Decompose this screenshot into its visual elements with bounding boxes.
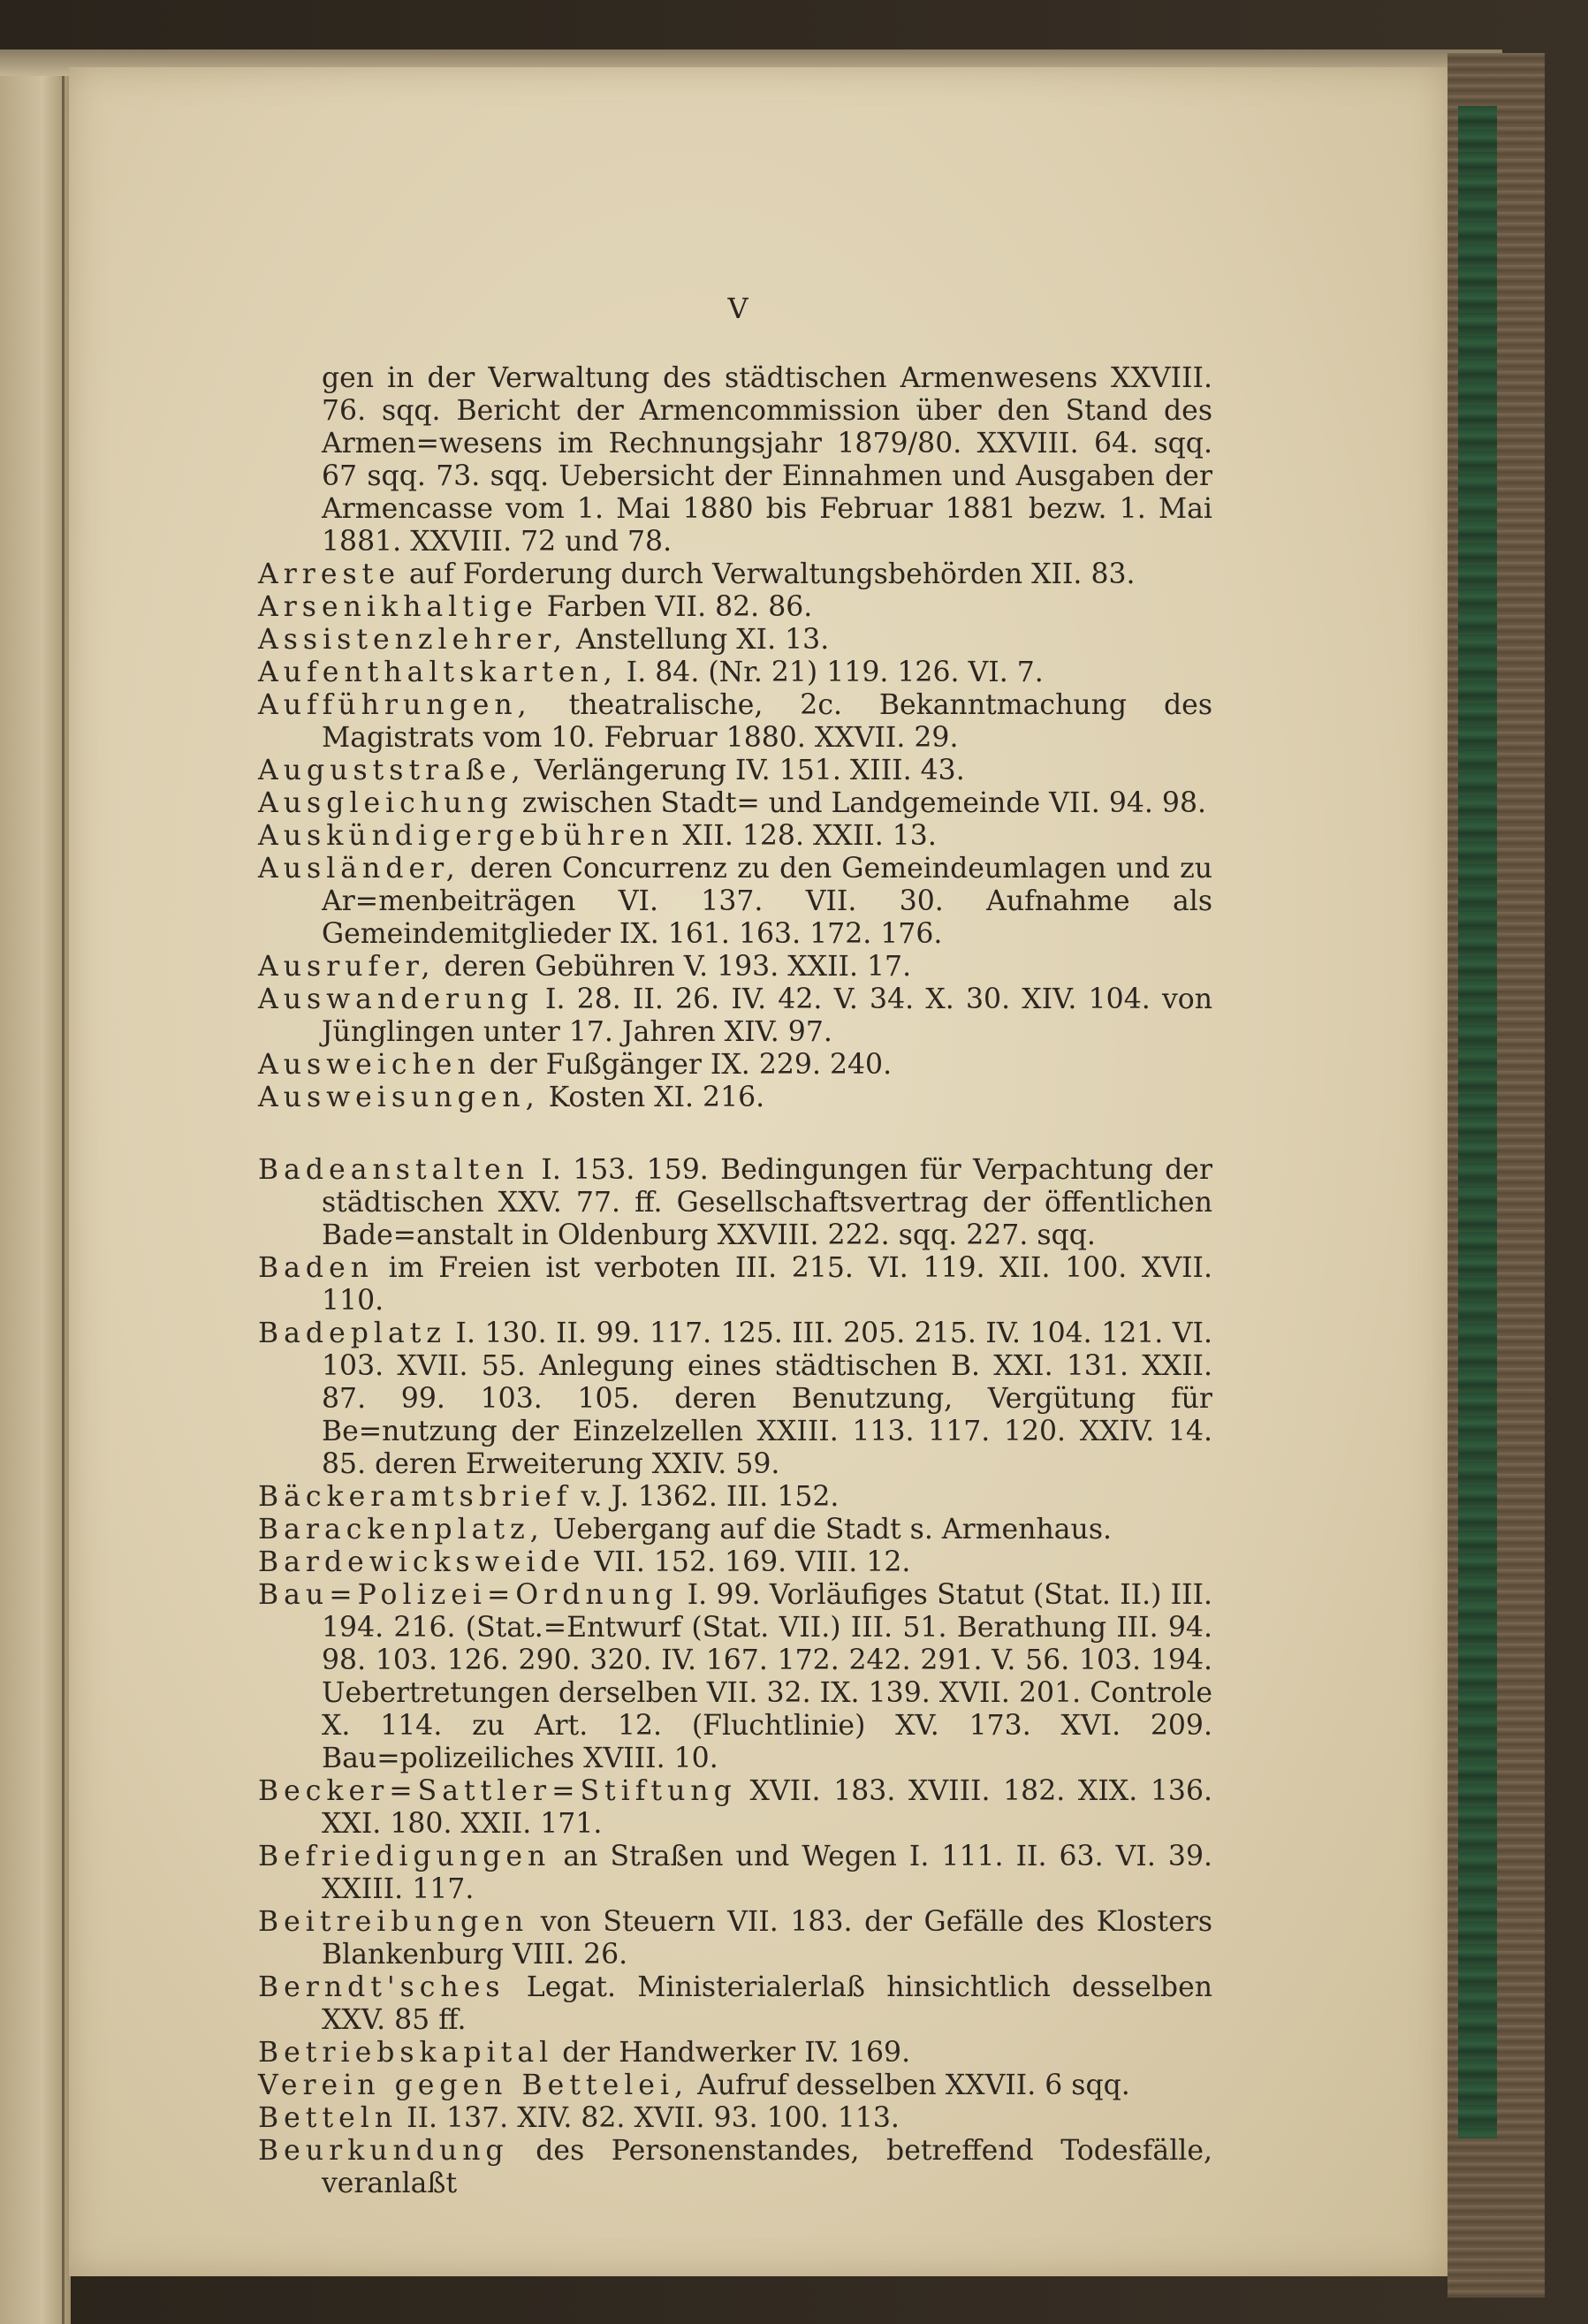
entry-text: XVII. 183. XVIII. 182. XIX. 136. XXI. 180. XXII. 171. bbox=[322, 1775, 1213, 1840]
entry-text: an Straßen und Wegen I. 111. II. 63. VI. 39. XXIII. 117. bbox=[322, 1841, 1212, 1905]
entry-headword: Ausrufer, bbox=[258, 951, 436, 983]
index-entry bbox=[258, 951, 1212, 984]
index-entry bbox=[258, 2135, 1212, 2200]
entry-headword: Becker=Sattler=Stiftung bbox=[258, 1775, 737, 1807]
index-entry bbox=[258, 755, 1212, 787]
entry-text: deren Gebühren V. 193. XXII. 17. bbox=[444, 951, 912, 983]
index-entry bbox=[258, 2070, 1212, 2102]
entry-headword: Bäckeramtsbrief bbox=[258, 1481, 573, 1513]
entry-text: im Freien ist verboten III. 215. VI. 119. XII. 100. XVII. 110. bbox=[322, 1252, 1212, 1317]
entry-headword: Auswanderung bbox=[258, 984, 534, 1015]
entry-headword: Ausländer, bbox=[258, 853, 460, 885]
index-entry bbox=[258, 362, 1212, 558]
index-text bbox=[258, 362, 1212, 2200]
entry-text: Anstellung XI. 13. bbox=[575, 624, 830, 656]
index-entry bbox=[258, 1252, 1212, 1318]
entry-text: der Fußgänger IX. 229. 240. bbox=[489, 1049, 893, 1081]
index-entry bbox=[258, 657, 1212, 689]
index-entry bbox=[258, 1318, 1212, 1481]
entry-headword: Beurkundung bbox=[258, 2135, 509, 2167]
section-gap bbox=[258, 1114, 1212, 1154]
entry-text: von Steuern VII. 183. der Gefälle des Klosters Blankenburg VIII. 26. bbox=[322, 1906, 1212, 1971]
entry-text: Legat. Ministerialerlaß hinsichtlich desselben XXV. 85 ff. bbox=[322, 1971, 1212, 2036]
index-entry bbox=[258, 591, 1212, 624]
entry-headword: Betriebskapital bbox=[258, 2037, 554, 2069]
entry-text: Aufruf desselben XXVII. 6 sqq. bbox=[697, 2070, 1130, 2101]
entry-headword: Bau=Polizei=Ordnung bbox=[258, 1579, 679, 1611]
entry-headword: Aufführungen, bbox=[258, 689, 532, 721]
entry-text: I. 130. II. 99. 117. 125. III. 205. 215. IV. 104. 121. VI. 103. XVII. 55. Anlegung eines städtischen B. XXI. 131. XXII. 87. 99. 103. 105. deren Benutzung, Vergütung für Be=nutzung der Einzelzellen XXIII. 113. 117. 120. XXIV. 14. 85. deren Erweiterung XXIV. 59. bbox=[322, 1318, 1213, 1480]
facing-page-edge bbox=[0, 53, 71, 2324]
page-fold-line bbox=[62, 53, 65, 2324]
entry-headword: Bardewicksweide bbox=[258, 1546, 586, 1578]
index-entry bbox=[258, 1841, 1212, 1906]
entry-headword: Arreste bbox=[258, 558, 400, 590]
entry-text: deren Concurrenz zu den Gemeindeumlagen und zu Ar=menbeiträgen VI. 137. VII. 30. Aufnahme als Gemeindemitglieder IX. 161. 163. 172. 176. bbox=[322, 853, 1213, 950]
entry-text: Farben VII. 82. 86. bbox=[546, 591, 813, 623]
entry-text: des Personenstandes, betreffend Todesfälle, veranlaßt bbox=[322, 2135, 1212, 2199]
page-number: V bbox=[727, 292, 748, 325]
index-entry bbox=[258, 558, 1212, 591]
entry-text: auf Forderung durch Verwaltungsbehörden XII. 83. bbox=[409, 558, 1136, 590]
entry-headword: Assistenzlehrer, bbox=[258, 624, 567, 656]
entry-text: theatralische, 2c. Bekanntmachung des Magistrats vom 10. Februar 1880. XXVII. 29. bbox=[322, 689, 1212, 754]
entry-text: Kosten XI. 216. bbox=[548, 1082, 765, 1113]
entry-text: I. 84. (Nr. 21) 119. 126. VI. 7. bbox=[626, 657, 1044, 688]
index-entry bbox=[258, 1481, 1212, 1514]
entry-headword: Badeplatz bbox=[258, 1318, 447, 1349]
entry-text: I. 28. II. 26. IV. 42. V. 34. X. 30. XIV. 104. von Jünglingen unter 17. Jahren XIV. 97. bbox=[322, 984, 1212, 1048]
entry-headword: Berndt'sches bbox=[258, 1971, 505, 2003]
entry-headword: Ausweichen bbox=[258, 1049, 481, 1081]
entry-headword: Barackenplatz, bbox=[258, 1514, 544, 1546]
index-entry bbox=[258, 1971, 1212, 2037]
index-entry bbox=[258, 2037, 1212, 2070]
index-entry bbox=[258, 820, 1212, 853]
entry-headword: Befriedigungen bbox=[258, 1841, 551, 1872]
index-entry bbox=[258, 1049, 1212, 1082]
entry-text: I. 99. Vorläufiges Statut (Stat. II.) III. 194. 216. (Stat.=Entwurf (Stat. VII.) III. 51. Berathung III. 94. 98. 103. 126. 290. 320. IV. 167. 172. 242. 291. V. 56. 103. 194. Uebertretungen derselben VII. 32. IX. 139. XVII. 201. Controle X. 114. zu Art. 12. (Fluchtlinie) XV. 173. XVI. 209. Bau=polizeiliches XVIII. 10. bbox=[322, 1579, 1213, 1774]
index-entry bbox=[258, 689, 1212, 755]
entry-headword: Arsenikhaltige bbox=[258, 591, 538, 623]
index-entry bbox=[258, 1775, 1212, 1841]
entry-text: v. J. 1362. III. 152. bbox=[581, 1481, 840, 1513]
index-entry bbox=[258, 984, 1212, 1049]
entry-text: der Handwerker IV. 169. bbox=[562, 2037, 911, 2069]
entry-headword: Badeanstalten bbox=[258, 1154, 530, 1186]
entry-headword: Betteln bbox=[258, 2102, 399, 2134]
index-entry bbox=[258, 1082, 1212, 1114]
entry-headword: Ausweisungen, bbox=[258, 1082, 540, 1113]
entry-headword: Ausgleichung bbox=[258, 787, 513, 819]
entry-text: XII. 128. XXII. 13. bbox=[682, 820, 937, 852]
index-entry bbox=[258, 1546, 1212, 1579]
entry-headword: Beitreibungen bbox=[258, 1906, 529, 1938]
entry-headword: Baden bbox=[258, 1252, 375, 1284]
index-entry bbox=[258, 853, 1212, 951]
entry-text: Verlängerung IV. 151. XIII. 43. bbox=[534, 755, 965, 786]
entry-headword: Aufenthaltskarten, bbox=[258, 657, 618, 688]
entry-headword: Auskündigergebühren bbox=[258, 820, 674, 852]
entry-headword: Verein gegen Bettelei, bbox=[258, 2070, 689, 2101]
index-entry bbox=[258, 2102, 1212, 2135]
index-entry bbox=[258, 1514, 1212, 1546]
entry-text: gen in der Verwaltung des städtischen Armenwesens XXVIII. 76. sqq. Bericht der Armencommission über den Stand des Armen=wesens im Rechnungsjahr 1879/80. XXVIII. 64. sqq. 67 sqq. 73. sqq. Uebersicht der Einnahmen und Ausgaben der Armencasse vom 1. Mai 1880 bis Februar 1881 bezw. 1. Mai 1881. XXVIII. 72 und 78. bbox=[322, 362, 1212, 558]
index-entry bbox=[258, 624, 1212, 657]
entry-text: zwischen Stadt= und Landgemeinde VII. 94. 98. bbox=[521, 787, 1207, 819]
entry-text: I. 153. 159. Bedingungen für Verpachtung der städtischen XXV. 77. ff. Gesellschaftsvertrag der öffentlichen Bade=anstalt in Oldenburg XXVIII. 222. sqq. 227. sqq. bbox=[322, 1154, 1213, 1251]
index-entry bbox=[258, 1579, 1212, 1775]
entry-text: II. 137. XIV. 82. XVII. 93. 100. 113. bbox=[406, 2102, 900, 2134]
index-entry bbox=[258, 1906, 1212, 1971]
entry-headword: Auguststraße, bbox=[258, 755, 526, 786]
index-entry bbox=[258, 787, 1212, 820]
cover-marbled-strip bbox=[1458, 106, 1497, 2138]
index-entry bbox=[258, 1154, 1212, 1252]
entry-text: VII. 152. 169. VIII. 12. bbox=[594, 1546, 911, 1578]
entry-text: Uebergang auf die Stadt s. Armenhaus. bbox=[552, 1514, 1113, 1546]
